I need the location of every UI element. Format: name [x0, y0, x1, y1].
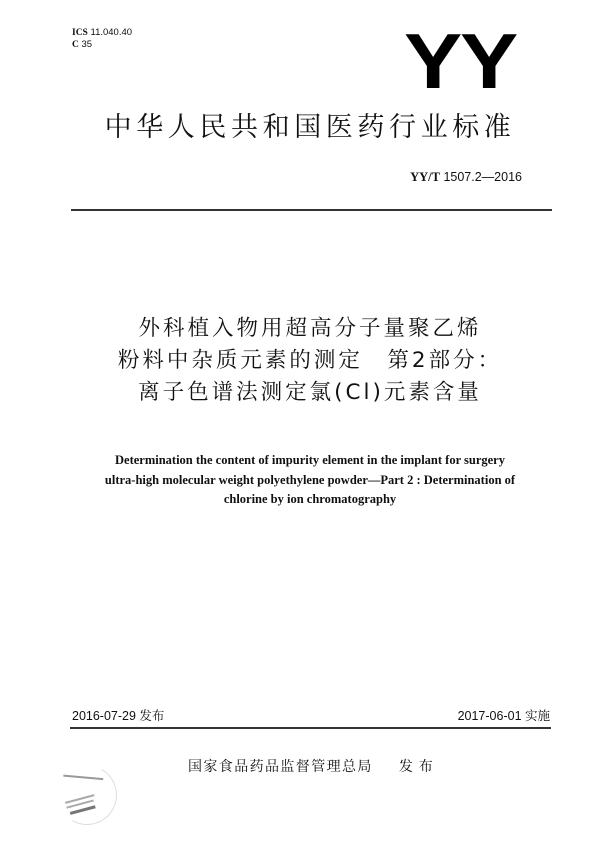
chinese-title-line-3: 离子色谱法测定氯(Cl)元素含量: [138, 380, 482, 405]
publisher-action: 发布: [398, 759, 439, 775]
stamp-seal-icon: [50, 758, 123, 831]
classification-codes: [72, 27, 132, 51]
english-title-line-1: Determination the content of impurity element in the implant for surgery: [115, 453, 505, 467]
ccs-code: C 35: [72, 39, 93, 50]
chinese-title: [0, 313, 600, 409]
organization-title: 中华人民共和国医药行业标准: [104, 112, 516, 143]
yy-logo: YY: [404, 17, 517, 105]
english-title: [50, 451, 570, 510]
issue-date: 2016-07-29 发布: [72, 709, 165, 723]
implementation-date: 2017-06-01 实施: [457, 709, 550, 723]
standard-number: YY/T 1507.2—2016: [410, 170, 522, 184]
ics-code: ICS 11.040.40: [72, 27, 133, 38]
bottom-divider: [70, 727, 551, 729]
english-title-line-3: chlorine by ion chromatography: [223, 492, 397, 506]
publisher: [188, 756, 439, 776]
chinese-title-line-1: 外科植入物用超高分子量聚乙烯: [138, 316, 482, 341]
publisher-name: 国家食品药品监督管理总局: [188, 759, 373, 775]
top-divider: [71, 209, 552, 211]
english-title-line-2: ultra-high molecular weight polyethylene powder—Part 2 : Determination of: [104, 472, 516, 487]
chinese-title-line-2: 粉料中杂质元素的测定 第2部分：: [117, 348, 503, 373]
